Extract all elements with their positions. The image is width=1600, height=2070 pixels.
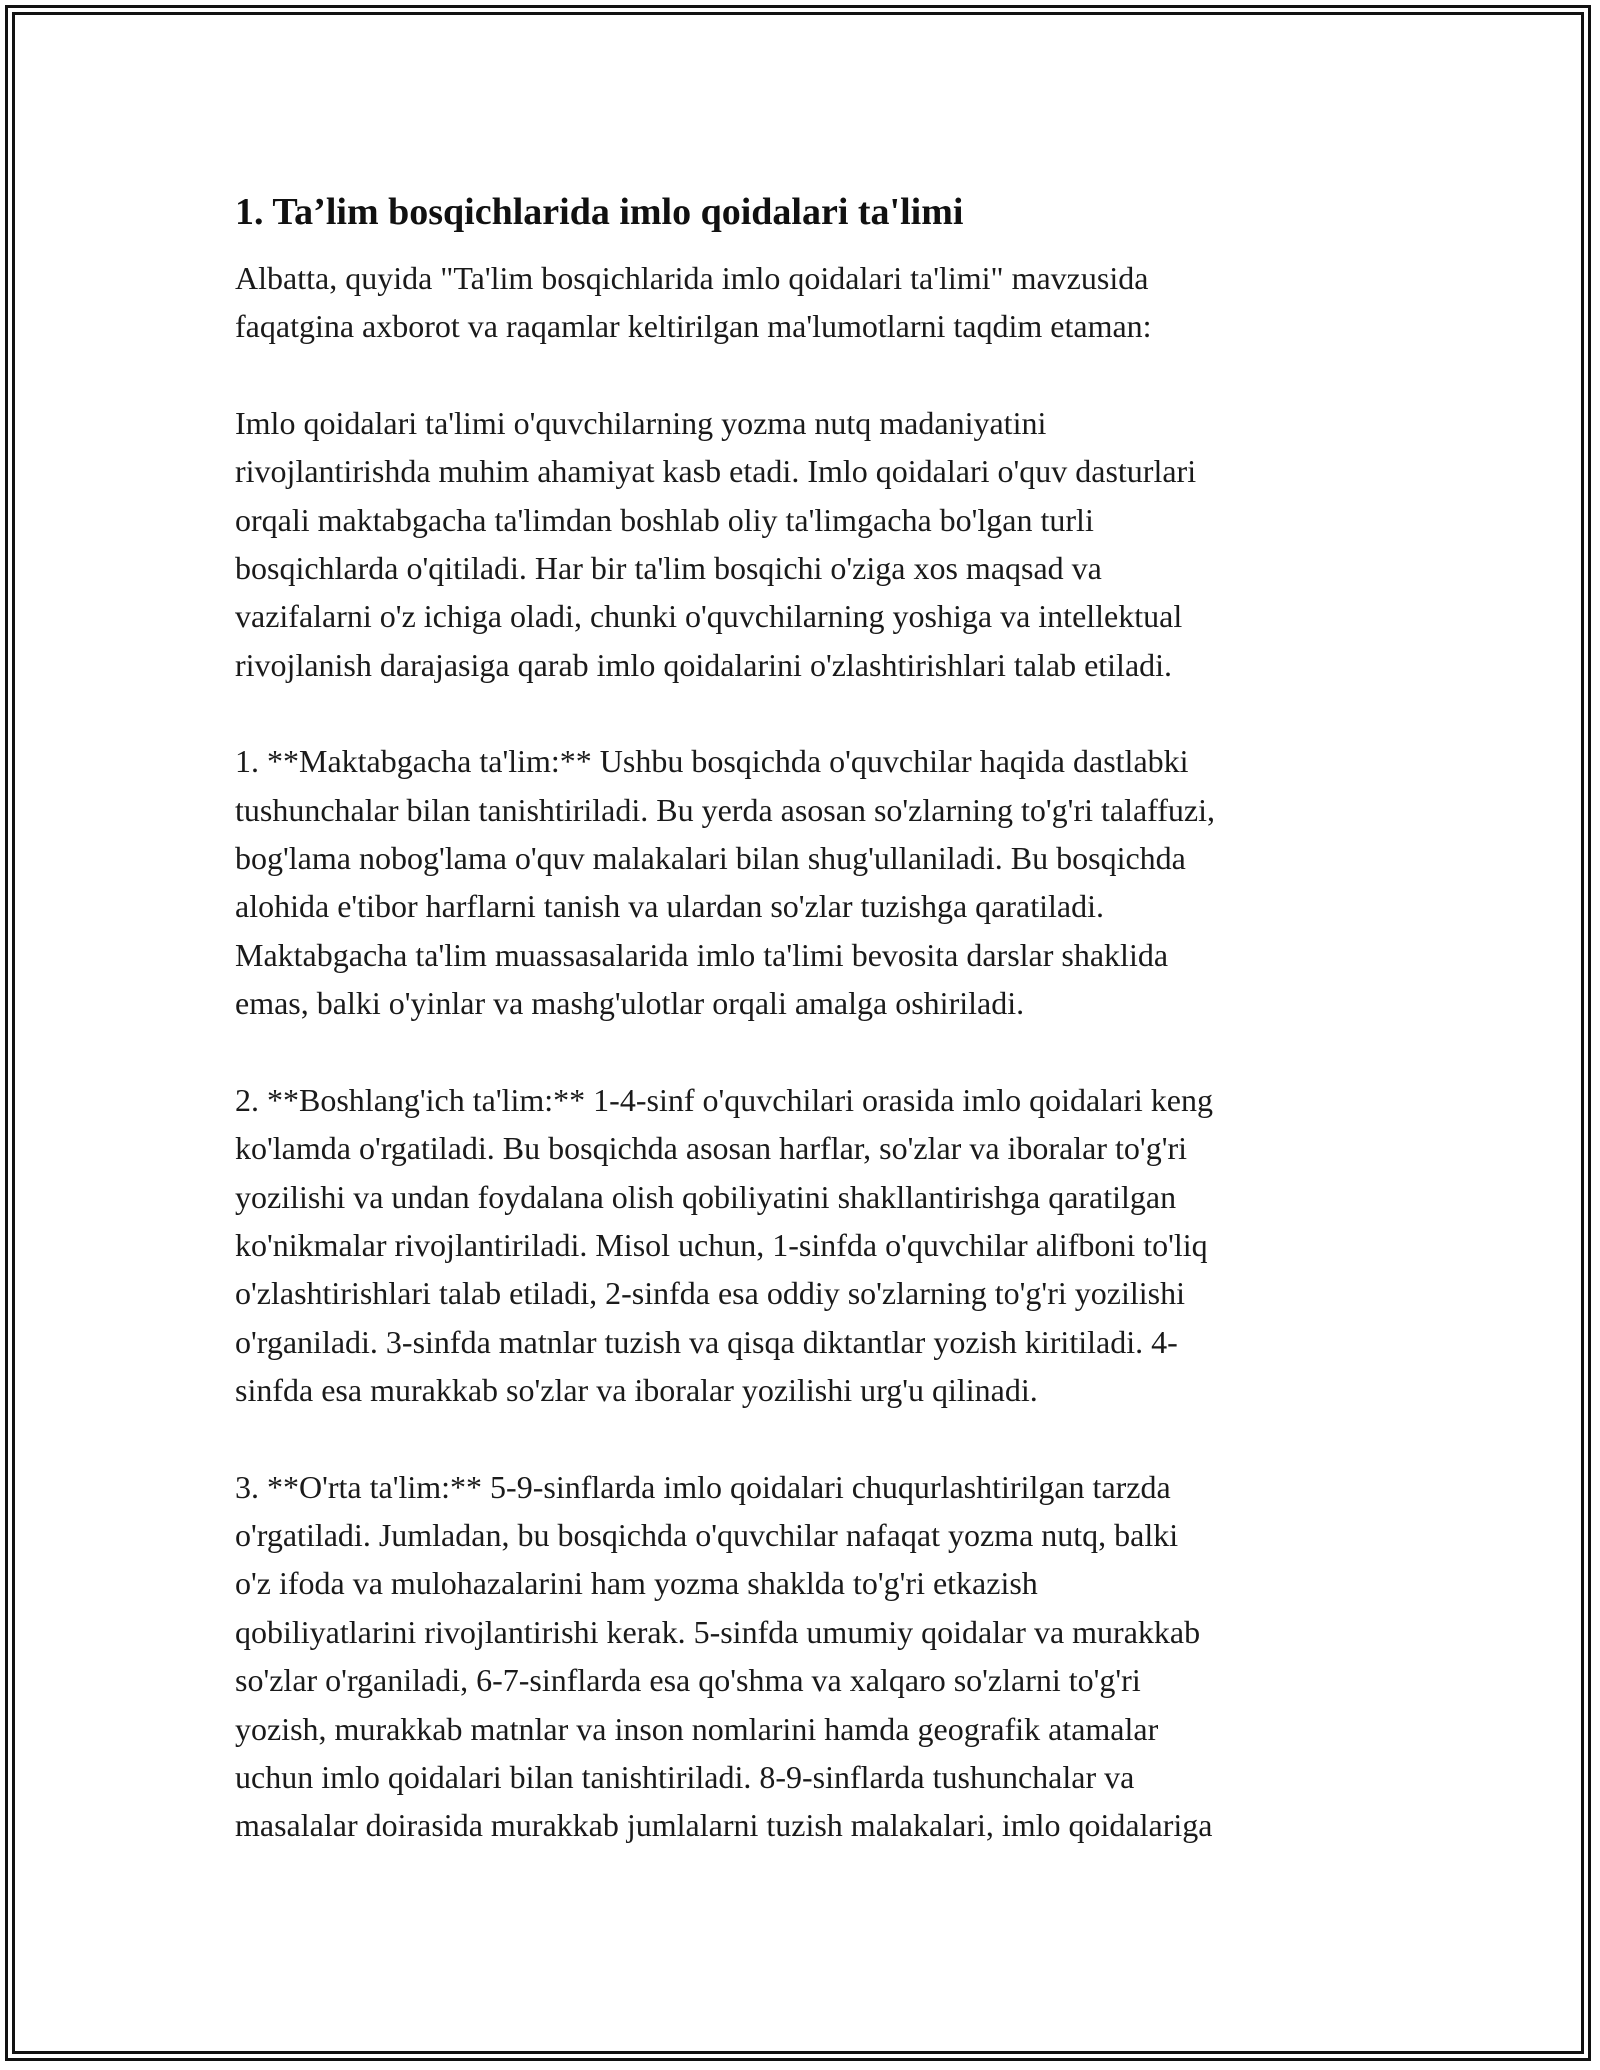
secondary-paragraph: 3. **O'rta ta'lim:** 5-9-sinflarda imlo qoidalari chuqurlashtirilgan tarzda o'rgatiladi. Jumladan, bu bosqichda o'quvchilar nafaqat yozma nutq, balki o'z ifoda va mulohazalarini ham yozma shaklda to'g'ri etkazish qobiliyatlarini rivojlantirishi kerak. 5-sinfda umumiy qoidalar va murakkab so'zlar o'rganiladi, 6-7-sinflarda esa qo'shma va xalqaro so'zlarni to'g'ri yozish, murakkab matnlar va inson nomlarini hamda geografik atamalar uchun imlo qoidalari bilan tanishtiriladi. 8-9-sinflarda tushunchalar va masalalar doirasida murakkab jumlalarni tuzish malakalari, imlo qoidalariga	[235, 1468, 1213, 1844]
overview-paragraph: Imlo qoidalari ta'limi o'quvchilarning yozma nutq madaniyatini rivojlantirishda muhim ahamiyat kasb etadi. Imlo qoidalari o'quv dasturlari orqali maktabgacha ta'limdan boshlab oliy ta'limgacha bo'lgan turli bosqichlarda o'qitiladi. Har bir ta'lim bosqichi o'ziga xos maqsad va vazifalarni o'z ichiga oladi, chunki o'quvchilarning yoshiga va intellektual rivojlanish darajasiga qarab imlo qoidalarini o'zlashtirishlari talab etiladi.	[235, 404, 1197, 683]
primary-paragraph: 2. **Boshlang'ich ta'lim:** 1-4-sinf o'quvchilari orasida imlo qoidalari keng ko'lamda o'rgatiladi. Bu bosqichda asosan harflar, so'zlar va iboralar to'g'ri yozilishi va undan foydalana olish qobiliyatini shakllantirishga qaratilgan ko'nikmalar rivojlantiriladi. Misol uchun, 1-sinfda o'quvchilar alifboni to'liq o'zlashtirishlari talab etiladi, 2-sinfda esa oddiy so'zlarning to'g'ri yozilishi o'rganiladi. 3-sinfda matnlar tuzish va qisqa diktantlar yozish kiritiladi. 4- sinfda esa murakkab so'zlar va iboralar yozilishi urg'u qilinadi.	[235, 1081, 1213, 1409]
document-body	[235, 188, 1375, 1898]
page-title: 1. Ta’lim bosqichlarida imlo qoidalari ta'limi	[235, 191, 964, 233]
preschool-paragraph: 1. **Maktabgacha ta'lim:** Ushbu bosqichda o'quvchilar haqida dastlabki tushunchalar bilan tanishtiriladi. Bu yerda asosan so'zlarning to'g'ri talaffuzi, bog'lama nobog'lama o'quv malakalari bilan shug'ullaniladi. Bu bosqichda alohida e'tibor harflarni tanish va ulardan so'zlar tuzishga qaratiladi. Maktabgacha ta'lim muassasalarida imlo ta'limi bevosita darslar shaklida emas, balki o'yinlar va mashg'ulotlar orqali amalga oshiriladi.	[235, 743, 1215, 1022]
intro-paragraph: Albatta, quyida "Ta'lim bosqichlarida imlo qoidalari ta'limi" mavzusida faqatgina axborot va raqamlar keltirilgan ma'lumotlarni taqdim etaman:	[235, 260, 1152, 345]
